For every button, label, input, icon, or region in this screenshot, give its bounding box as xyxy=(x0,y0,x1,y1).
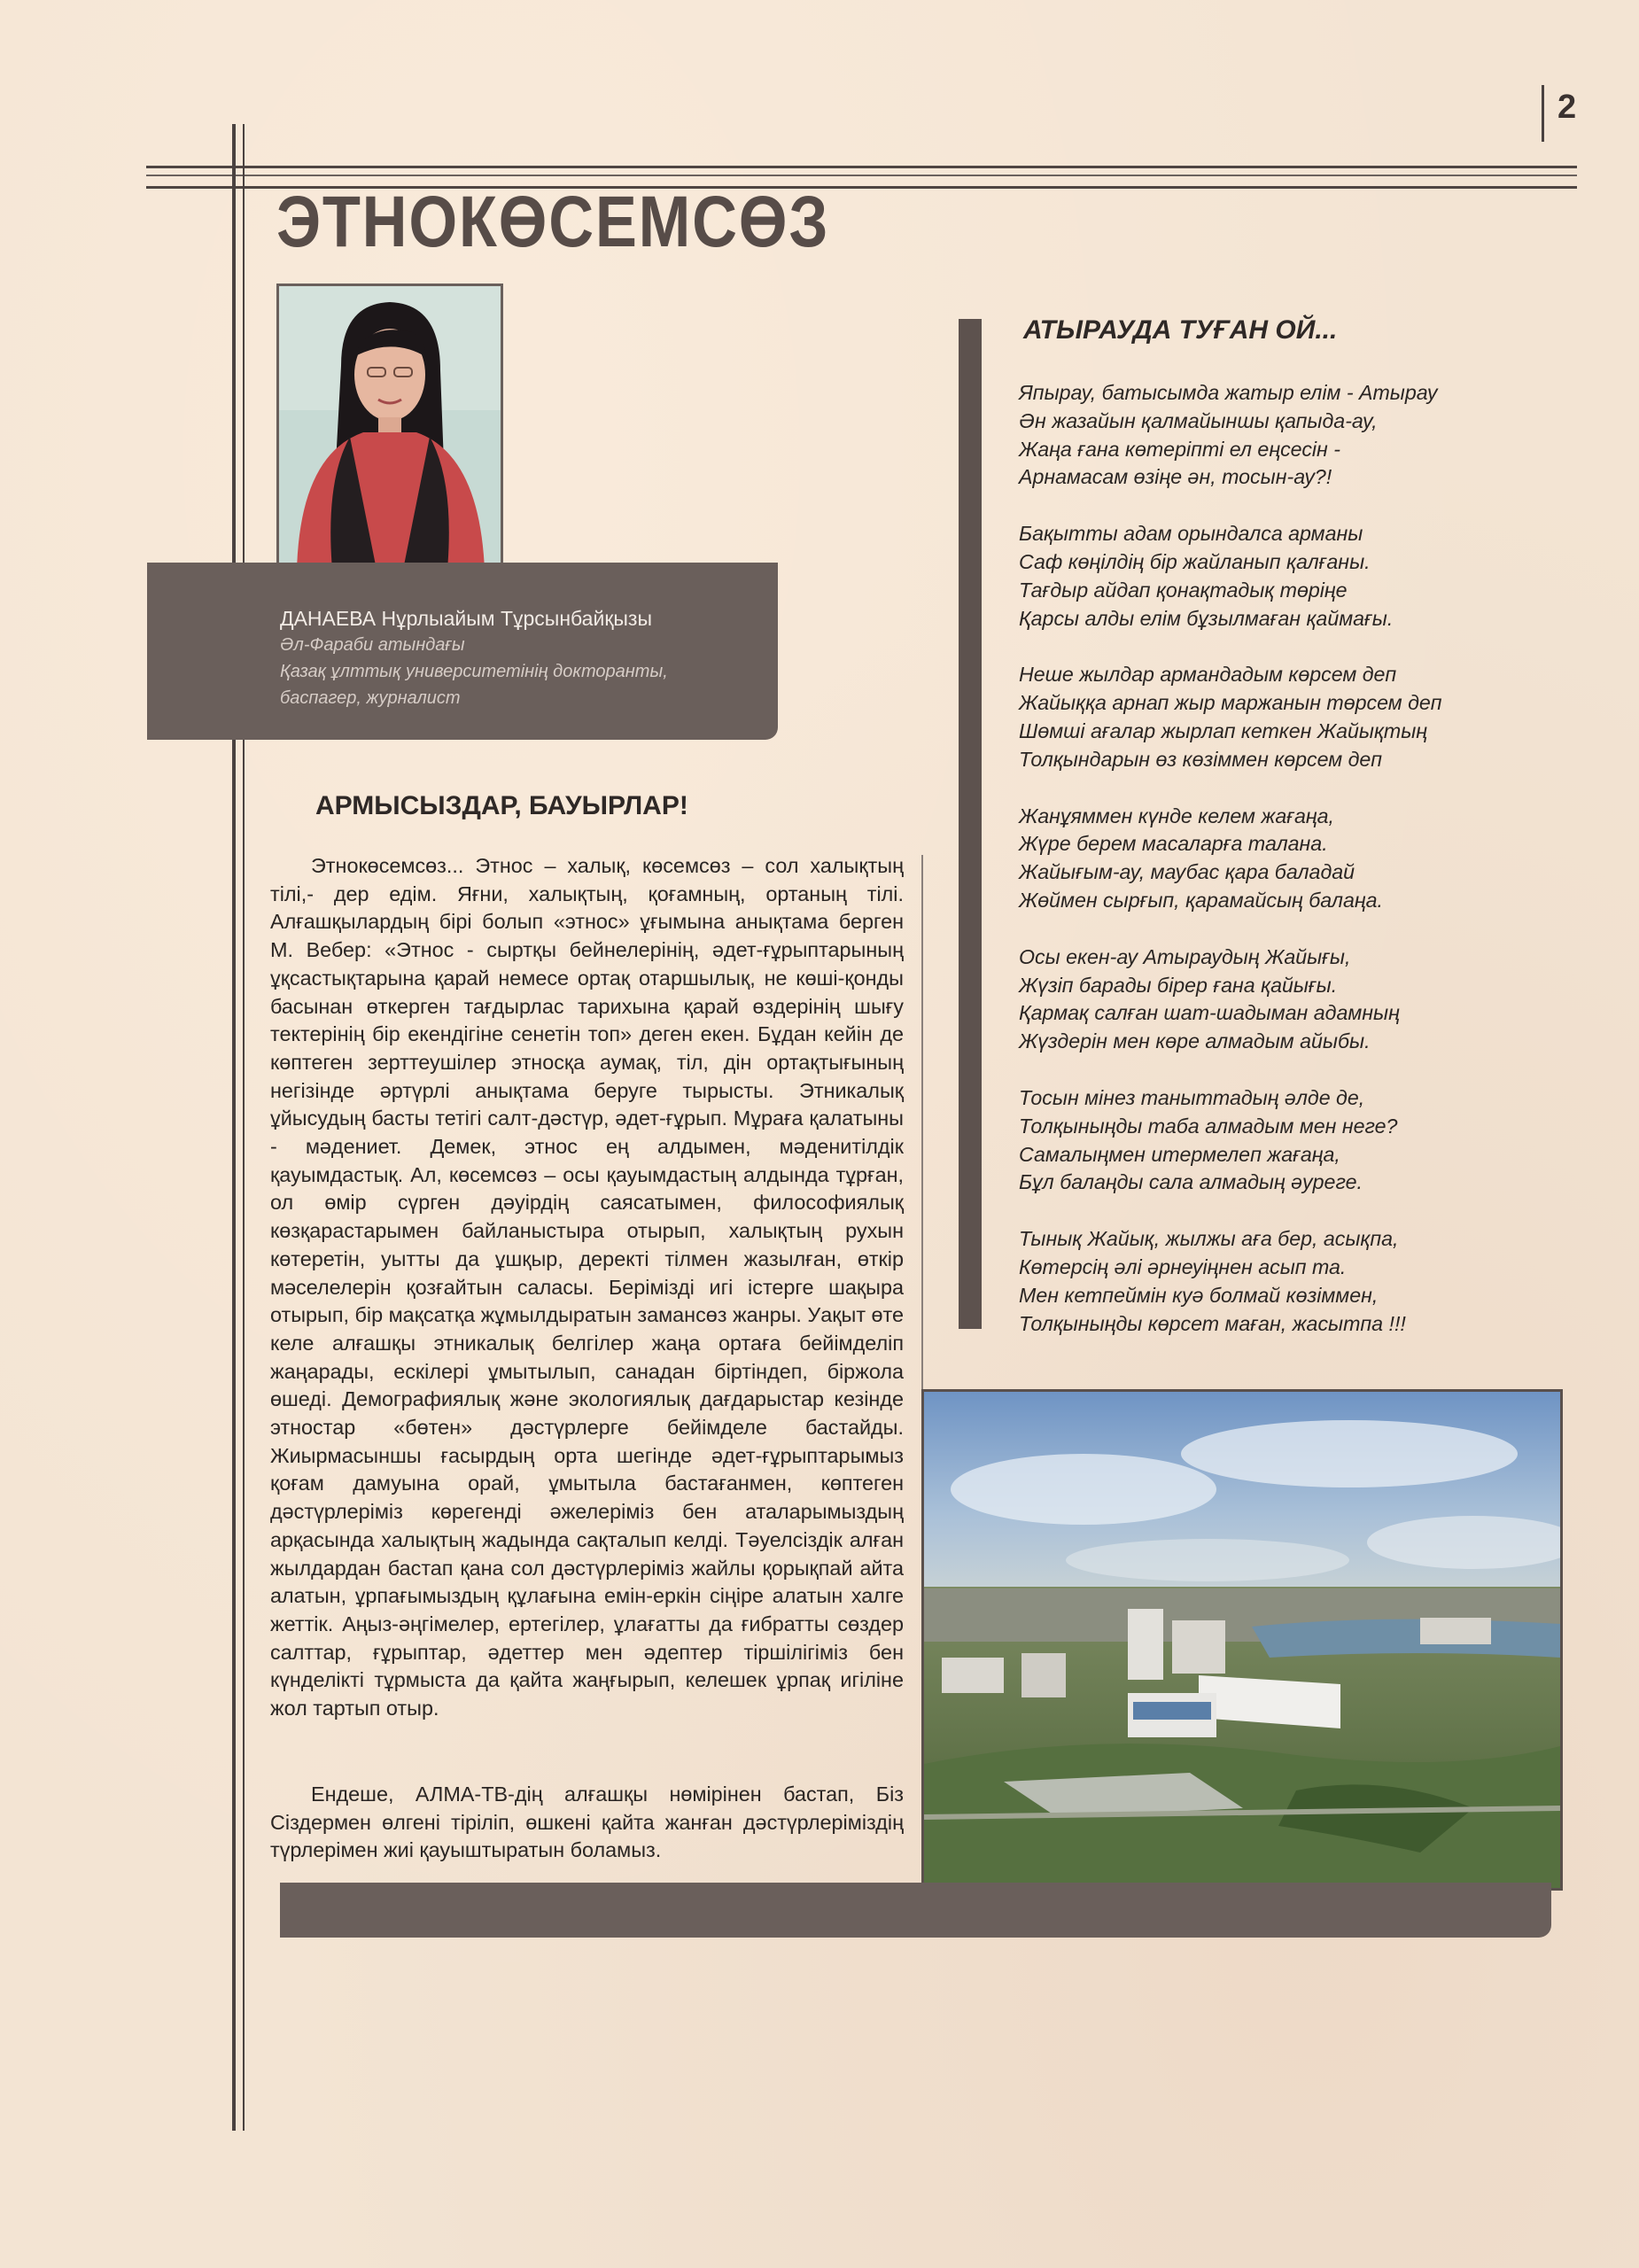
author-affiliation: Әл-Фараби атындағы xyxy=(280,635,465,655)
article-body xyxy=(270,852,904,1723)
poem-line: Тағдыр айдап қонақтадық төріңе xyxy=(1019,578,1348,602)
poem-line: Көтерсің әлі әрнеуіңнен асып та. xyxy=(1019,1254,1347,1278)
article-paragraph: Этнокөсемсөз... Этнос – халық, көсемсөз – сол халықтың тілі,- дер едім. Яғни, халықтың, қоғамның, ортаның тілі. Алғашқылардың бірі болып «этнос» ұғымына анықтама берген М. Вебер: «Этнос - сыртқы бейнелерінің, әдет-ғұрыптарының ұқсастықтарына қарай немесе ортақ отаршылық, не көші-қонды басынан өткерген тағдырлас тарихына қарай өздерінің шығу тектерінің бір екендігіне сенетін топ» деген екен. Бұдан кейін де көптеген зерттеушілер этносқа аумақ, тіл, дін ортақтығының негізінде әртүрлі анықтама беруге тырысты. Этникалық ұйысудың басты тетігі салт-дәстүр, әдет-ғұрып. Мұраға қалатыны - мәдениет. Демек, этнос ең алдымен, мәденитілдік қауымдастық. Ал, көсемсөз – осы қауымдастың алдында тұрған, ол өмір сүрген дәуірдің саясатымен, философиялық көзқарастарымен байланыстыра отырып, халықтың рухын көтеретін, уытты да ұшқыр, деректі тілмен жазылған, өткір мәселелерін қозғайтын саласы. Берімізді игі істерге шақыра отырып, бір мақсатқа жұмылдыратын замансөз жанры. Уақыт өте келе алғашқы этникалық белгілер жаңа ортаға бейімделіп жаңарады, ескілері ұмытылып, санадан біртіндеп, біржола өшеді. Демографиялық және экологиялық дағдарыстар кезінде этностар «бөтен» дәстүрлерге бейімделе бастайды. Жиырмасыншы ғасырдың орта шегінде әдет-ғұрыптарымыз қоғам дамуына орай, ұмытыла бастағанмен, көптеген дәстүрлеріміз көрегенді әжелеріміз бен аталарымыздың арқасында халықтың жадында сақталып келді. Тәуелсіздік алған жылдардан бастап қана сол дәстүрлеріміз жайлы қорықпай айта алатын, ұрпағымыздың құлағына емін-еркін сіңіре алатын халге жеттік. Аңыз-әңгімелер, ертегілер, ұлағатты да ғибратты сөздер салттар, ғұрыптар, әдеттер мен әдептер тіршілігіміз бен күнделікті тұрмыста да қайта жаңғырып, келешек ұрпақ игіліне жол тартып отыр. xyxy=(270,854,905,1720)
poem-title: АТЫРАУДА ТУҒАН ОЙ... xyxy=(1023,315,1338,345)
poem-line: Қарсы алды елім бұзылмаған қаймағы. xyxy=(1019,606,1394,630)
column-rule xyxy=(243,124,245,2131)
poem-line: Жайыққа арнап жыр маржанын төрсем деп xyxy=(1019,691,1442,715)
column-rule xyxy=(232,124,236,2131)
author-occupation: баспагер, журналист xyxy=(280,688,461,708)
poem-stanza xyxy=(1019,379,1550,492)
poem-line: Мен кетпеймін куә болмай көзіммен, xyxy=(1019,1283,1379,1307)
poem-line: Жөймен сырғып, қарамайсың балаңа. xyxy=(1019,888,1384,912)
poem-side-bar xyxy=(959,319,982,1329)
poem-line: Саф көңілдің бір жайланып қалғаны. xyxy=(1019,549,1371,573)
poem-line: Жүздерін мен көре алмадым айыбы. xyxy=(1019,1029,1371,1053)
poem-line: Толқыныңды көрсет маған, жасытпа !!! xyxy=(1019,1311,1406,1335)
poem-line: Осы екен-ау Атыраудың Жайығы, xyxy=(1019,944,1351,968)
poem-line: Самалыңмен итермелеп жағаңа, xyxy=(1019,1142,1340,1166)
poem-stanza xyxy=(1019,1225,1550,1338)
author-name: ДАНАЕВА Нұрлыайым Тұрсынбайқызы xyxy=(280,607,652,630)
article-heading: АРМЫСЫЗДАР, БАУЫРЛАР! xyxy=(315,791,688,820)
article-closing-paragraph: Ендеше, АЛМА-ТВ-дің алғашқы нөмірінен бастап, Біз Сіздермен өлгені тіріліп, өшкені қайта жанған дәстүрлеріміздің түрлерімен жиі қауыштыратын боламыз. xyxy=(270,1783,904,1862)
poem-line: Жүре берем масаларға талана. xyxy=(1019,832,1328,856)
poem-line: Жанұяммен күнде келем жағаңа, xyxy=(1019,804,1334,827)
section-title: ЭТНОКӨСЕМСӨЗ xyxy=(276,182,830,262)
poem-line: Япырау, батысымда жатыр елім - Атырау xyxy=(1019,381,1438,404)
poem-line: Бұл балаңды сала алмадың әуреге. xyxy=(1019,1170,1363,1194)
poem-line: Жаңа ғана көтеріпті ел еңсесін - xyxy=(1019,437,1340,461)
article-closing xyxy=(270,1781,904,1865)
poem-line: Толқыныңды таба алмадым мен неге? xyxy=(1019,1114,1398,1138)
poem-stanza xyxy=(1019,803,1550,915)
poem-line: Бақытты адам орындалса арманы xyxy=(1019,522,1363,546)
page-number-rule xyxy=(1542,85,1544,142)
author-affiliation: Қазақ ұлттық университетінің докторанты, xyxy=(280,662,668,681)
poem-line: Қармақ салған шат-шадыман адамның xyxy=(1019,1001,1400,1025)
city-photo xyxy=(921,1389,1563,1891)
header-rule xyxy=(146,166,1577,168)
poem-line: Жүзіп барады бірер ғана қайығы. xyxy=(1019,973,1338,997)
poem-line: Жайығым-ау, маубас қара баладай xyxy=(1019,860,1355,884)
poem-body xyxy=(1019,379,1550,1366)
author-panel xyxy=(147,563,778,740)
poem-line: Неше жылдар армандадым көрсем деп xyxy=(1019,663,1397,687)
poem-line: Тосын мінез таныттадың әлде де, xyxy=(1019,1085,1365,1109)
bottom-band xyxy=(280,1883,1551,1938)
poem-line: Шөмші ағалар жырлап кеткен Жайықтың xyxy=(1019,718,1428,742)
author-photo xyxy=(276,284,503,572)
poem-stanza xyxy=(1019,520,1550,633)
page-number: 2 xyxy=(1557,89,1577,126)
poem-stanza xyxy=(1019,944,1550,1056)
poem-line: Толқындарын өз көзіммен көрсем деп xyxy=(1019,747,1383,771)
poem-line: Тынық Жайық, жылжы аға бер, асықпа, xyxy=(1019,1227,1399,1251)
poem-line: Арнамасам өзіңе ән, тосын-ау?! xyxy=(1019,465,1332,489)
header-rule xyxy=(146,175,1577,176)
poem-stanza xyxy=(1019,661,1550,773)
poem-stanza xyxy=(1019,1084,1550,1197)
poem-line: Ән жазайын қалмайыншы қапыда-ау, xyxy=(1019,408,1378,432)
